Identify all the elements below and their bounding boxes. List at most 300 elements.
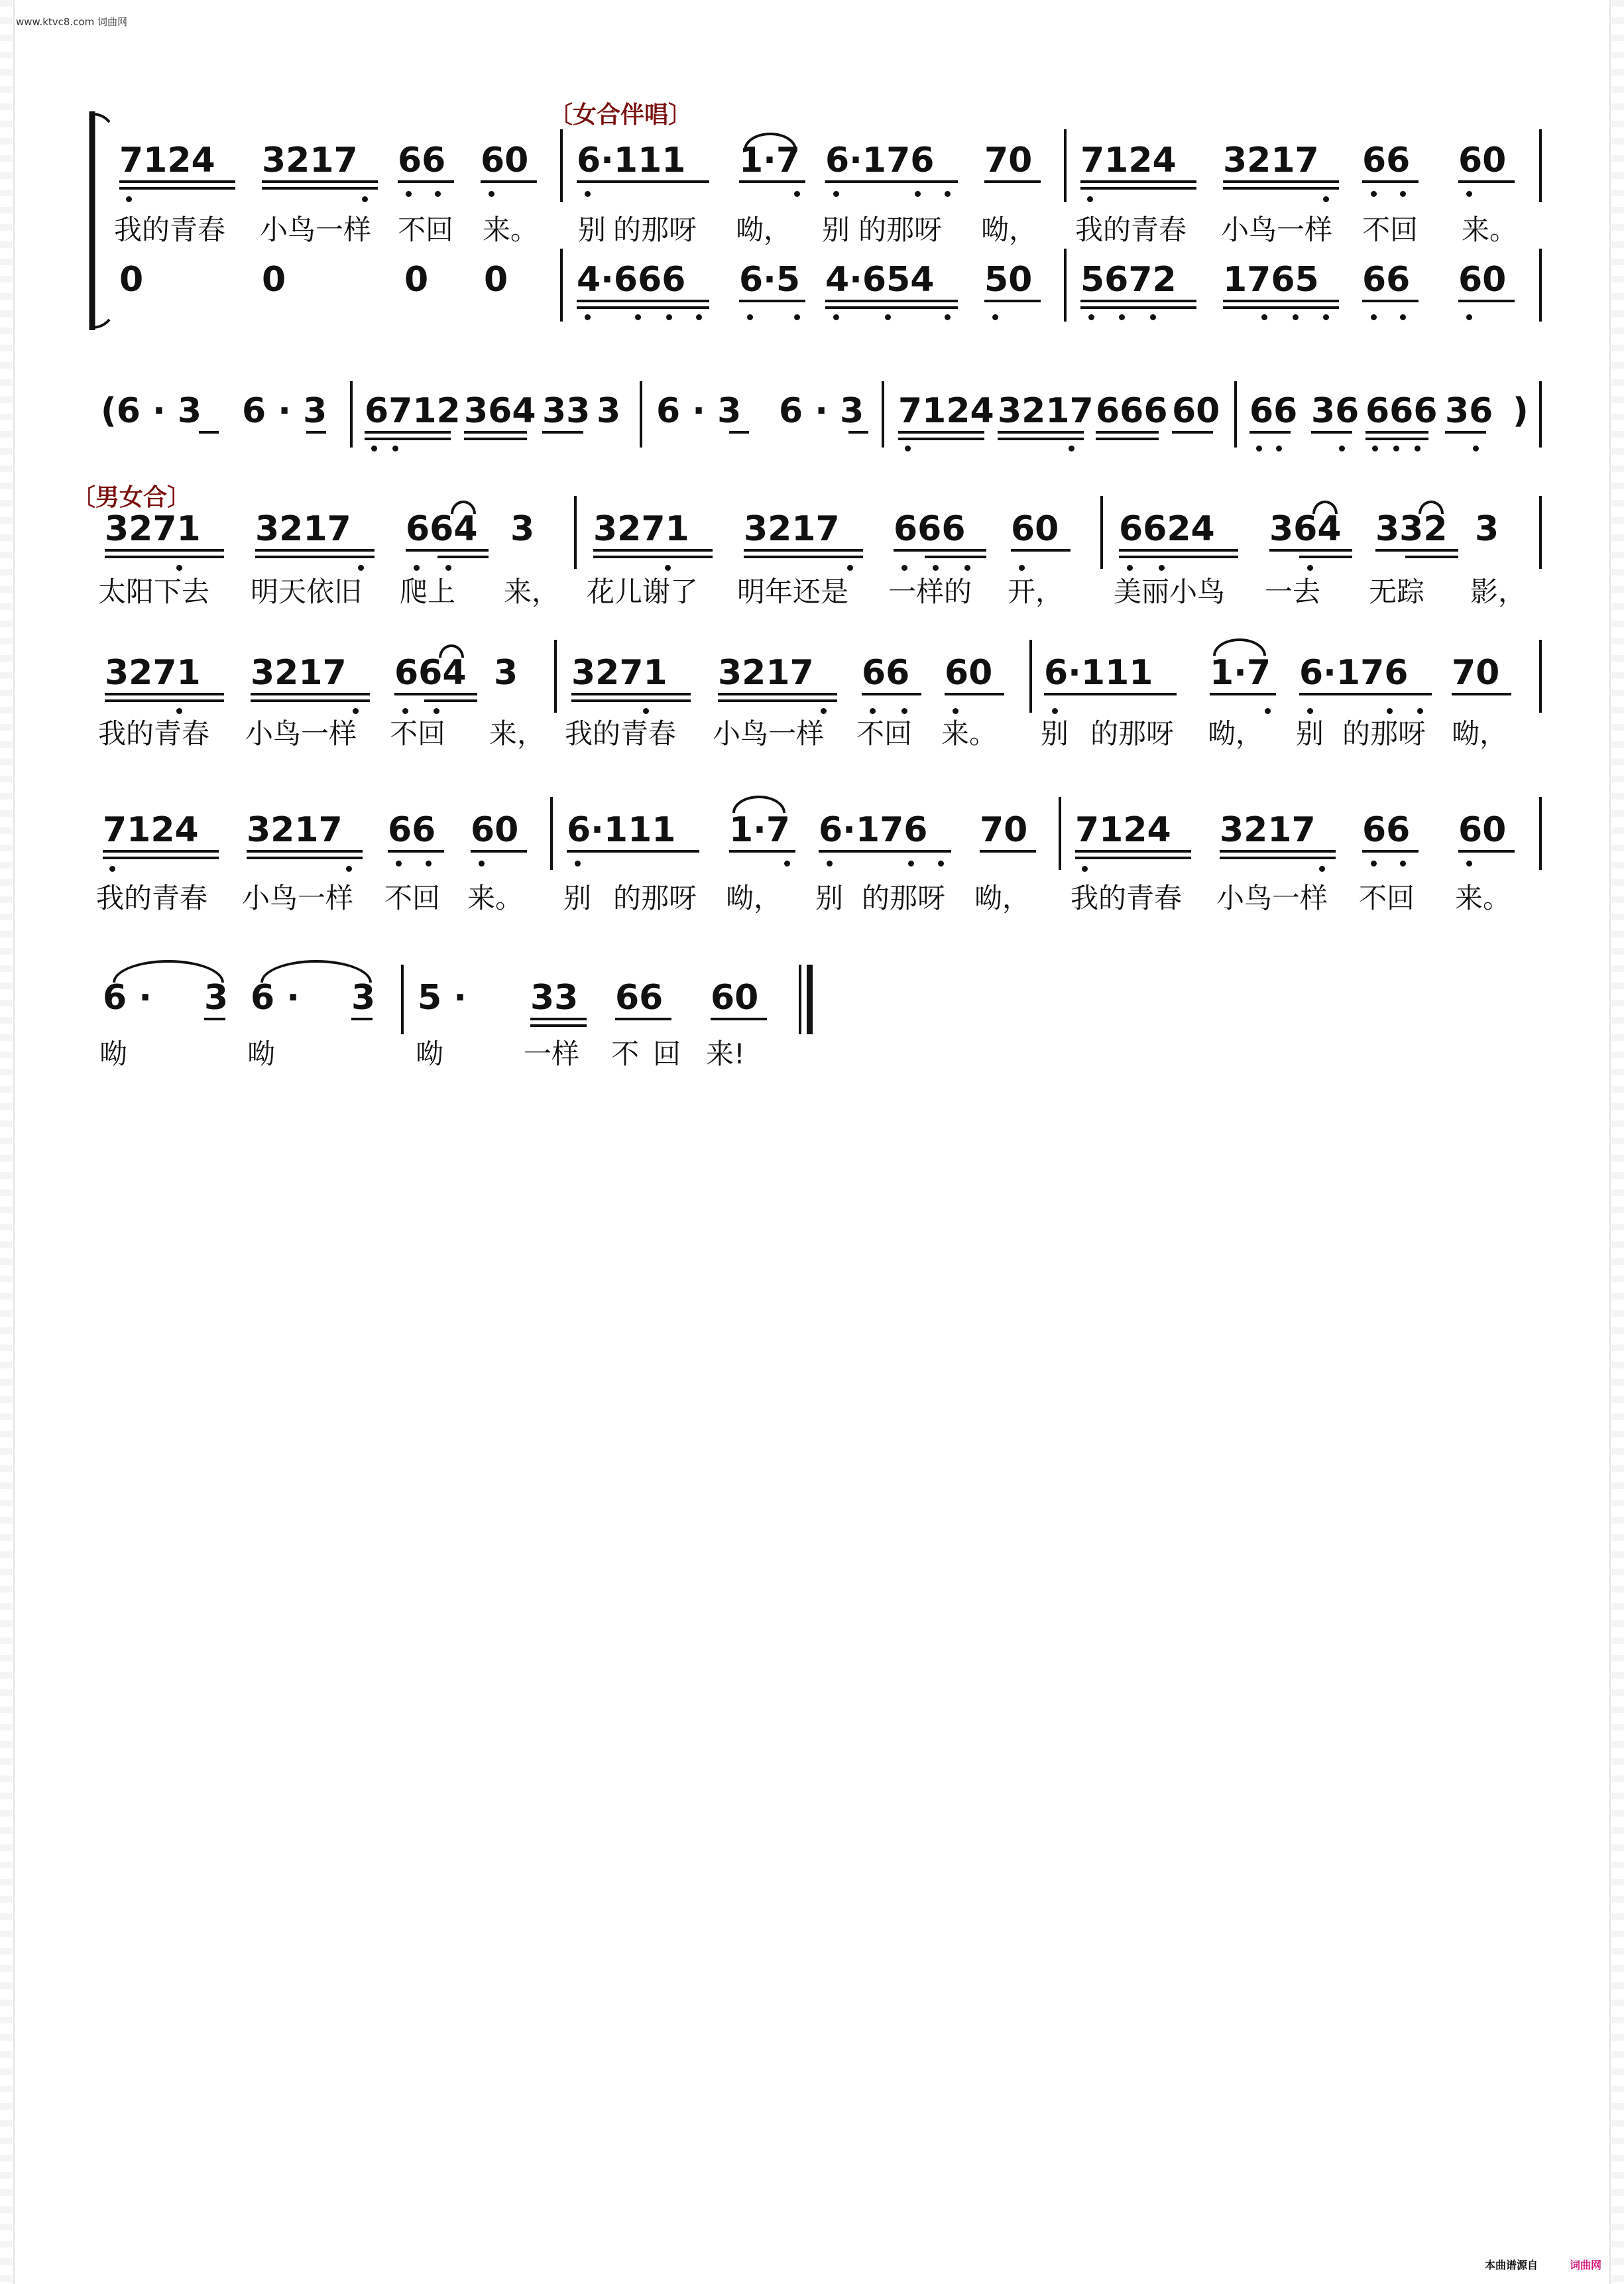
lyric: 我的青春 xyxy=(1075,213,1187,246)
octave-dot xyxy=(833,314,839,320)
lyric: 的那呀 xyxy=(858,213,943,246)
octave-dot xyxy=(938,861,944,867)
lyric: 来。 xyxy=(941,717,998,750)
barline xyxy=(1539,249,1542,322)
note-group: 60 xyxy=(1458,810,1507,850)
octave-dot xyxy=(901,565,907,571)
octave-dot xyxy=(585,314,591,320)
lyric: 呦 xyxy=(99,1038,128,1070)
beam-line xyxy=(530,1024,587,1027)
octave-dot xyxy=(665,565,671,571)
beam-line xyxy=(105,556,224,558)
lyric: 来， xyxy=(504,575,560,608)
beam-line xyxy=(424,699,477,702)
beam-line xyxy=(406,549,489,552)
note-group: 6·176 xyxy=(825,141,935,180)
beam-line xyxy=(1172,431,1213,434)
note-group: (6 · 3 xyxy=(101,391,202,431)
final-barline-thick xyxy=(807,965,813,1034)
octave-dot xyxy=(747,314,753,320)
note-group: 3217 xyxy=(247,810,343,850)
lyric: 呦， xyxy=(1452,717,1508,750)
beam-line xyxy=(1445,431,1486,434)
beam-line xyxy=(739,300,805,302)
note-group: 7124 xyxy=(1075,810,1171,850)
note-group: 6 · 3 xyxy=(656,391,742,431)
beam-line xyxy=(1223,300,1339,302)
note-group: 36 xyxy=(1445,391,1493,431)
lyric: 呦， xyxy=(736,213,792,246)
beam-line xyxy=(718,693,837,695)
beam-line xyxy=(825,306,958,309)
octave-dot xyxy=(847,565,853,571)
note-group: 6 · xyxy=(251,978,300,1018)
octave-dot xyxy=(392,446,398,451)
octave-dot xyxy=(827,861,833,867)
octave-dot xyxy=(1082,866,1088,872)
beam-line xyxy=(577,306,709,309)
octave-dot xyxy=(445,565,451,571)
barline xyxy=(1539,496,1542,569)
beam-line xyxy=(1375,549,1458,552)
octave-dot xyxy=(635,314,641,320)
note-group: 364 xyxy=(1269,509,1342,549)
beam-line xyxy=(1269,549,1352,552)
octave-dot xyxy=(1052,708,1058,714)
barline xyxy=(1234,381,1237,448)
beam-line xyxy=(247,857,363,859)
slur-mark xyxy=(744,133,797,150)
beam-line xyxy=(739,180,805,183)
beam-line xyxy=(980,850,1036,853)
octave-dot xyxy=(176,565,182,571)
footer-site-link[interactable]: 词曲网 xyxy=(1570,2259,1602,2271)
beam-line xyxy=(1119,556,1238,558)
note-group: 0 xyxy=(119,260,144,300)
lyric: 的那呀 xyxy=(862,882,946,914)
octave-dot xyxy=(1417,708,1423,714)
lyric: 别 xyxy=(563,882,592,914)
final-barline-thin xyxy=(799,965,801,1034)
note-group: 66 xyxy=(615,978,664,1018)
note-group: 332 xyxy=(1375,509,1448,549)
beam-line xyxy=(1452,693,1511,695)
octave-dot xyxy=(1466,314,1472,320)
lyric: 明天依旧 xyxy=(251,575,363,608)
note-group: 6·111 xyxy=(567,810,676,850)
beam-line xyxy=(898,431,984,434)
octave-dot xyxy=(870,708,876,714)
octave-dot xyxy=(643,708,649,714)
beam-line xyxy=(1011,549,1071,552)
note-group: 3 xyxy=(597,391,621,431)
octave-dot xyxy=(353,708,359,714)
lyric: 的那呀 xyxy=(1342,717,1426,750)
barline xyxy=(1029,640,1032,713)
lyric: 开， xyxy=(1008,575,1064,608)
octave-dot xyxy=(1087,196,1093,202)
beam-line xyxy=(1220,850,1336,853)
note-group: 1·7 xyxy=(1210,653,1271,693)
note-group: 364 xyxy=(464,391,536,431)
lyric: 不回 xyxy=(856,717,913,750)
beam-line xyxy=(825,300,958,302)
barline xyxy=(1539,797,1542,870)
beam-line xyxy=(593,549,713,552)
note-group: ) xyxy=(1513,391,1529,431)
lyric: 一样的 xyxy=(888,575,972,608)
octave-dot xyxy=(1256,446,1262,451)
octave-dot xyxy=(666,314,672,320)
beam-line xyxy=(848,431,868,434)
octave-dot xyxy=(479,861,485,867)
note-group: 6 · xyxy=(103,978,152,1018)
beam-line xyxy=(998,438,1084,440)
beam-line xyxy=(1365,438,1428,440)
lyric: 小鸟一样 xyxy=(245,717,357,750)
note-group: 7124 xyxy=(119,141,215,180)
note-group: 1765 xyxy=(1223,260,1319,300)
note-group: 3217 xyxy=(744,509,840,549)
note-group: 3217 xyxy=(1223,141,1319,180)
beam-line xyxy=(718,699,837,702)
note-group: 6624 xyxy=(1119,509,1215,549)
octave-dot xyxy=(1415,446,1421,451)
octave-dot xyxy=(1466,861,1472,867)
beam-line xyxy=(1080,187,1196,190)
slur-mark xyxy=(261,960,372,983)
tie-mark xyxy=(439,644,464,658)
beam-line xyxy=(1075,850,1191,853)
octave-dot xyxy=(794,314,800,320)
left-border-line xyxy=(13,0,15,2284)
octave-dot xyxy=(1372,446,1378,451)
lyric: 来! xyxy=(706,1038,745,1070)
lyric: 不 xyxy=(611,1038,640,1070)
beam-line xyxy=(1096,431,1159,434)
note-group: 3217 xyxy=(1220,810,1316,850)
beam-line xyxy=(1220,857,1336,859)
lyric: 别 xyxy=(1041,717,1069,750)
octave-dot xyxy=(585,191,591,197)
beam-line xyxy=(744,549,863,552)
lyric: 明年还是 xyxy=(737,575,849,608)
barline xyxy=(1539,129,1542,202)
lyric: 呦 xyxy=(247,1038,276,1070)
lyric: 别 xyxy=(578,213,607,246)
octave-dot xyxy=(435,191,441,197)
note-group: 60 xyxy=(711,978,759,1018)
beam-line xyxy=(306,431,326,434)
beam-line xyxy=(615,1018,671,1020)
note-group: 666 xyxy=(1365,391,1438,431)
octave-dot xyxy=(833,191,839,197)
note-group: 66 xyxy=(862,653,910,693)
note-group: 70 xyxy=(984,141,1033,180)
beam-line xyxy=(729,850,795,853)
beam-line xyxy=(1044,693,1177,695)
beam-line xyxy=(542,431,583,434)
tie-mark xyxy=(1419,501,1444,514)
octave-dot xyxy=(945,191,951,197)
lyric: 花儿谢了 xyxy=(587,575,699,608)
octave-dot xyxy=(434,708,439,714)
beam-line xyxy=(729,431,749,434)
beam-line xyxy=(925,556,986,558)
section-label-female-chorus: 〔女合伴唱〕 xyxy=(549,101,693,129)
beam-line xyxy=(105,549,224,552)
beam-line xyxy=(1080,300,1196,302)
lyric: 来。 xyxy=(1455,882,1511,914)
note-group: 33 xyxy=(542,391,591,431)
octave-dot xyxy=(489,191,494,197)
lyric: 不回 xyxy=(1359,882,1415,914)
octave-dot xyxy=(1400,314,1406,320)
lyric: 太阳下去 xyxy=(98,575,210,608)
lyric: 呦 xyxy=(416,1038,444,1070)
beam-line xyxy=(394,693,477,695)
note-group: 6·5 xyxy=(739,260,801,300)
beam-line xyxy=(1458,180,1515,183)
lyric: 小鸟一样 xyxy=(1216,882,1328,914)
note-group: 7124 xyxy=(898,391,994,431)
beam-line xyxy=(894,549,986,552)
lyric: 来。 xyxy=(467,882,524,914)
barline xyxy=(350,381,353,448)
lyric: 我的青春 xyxy=(565,717,677,750)
beam-line xyxy=(1075,857,1191,859)
octave-dot xyxy=(908,861,914,867)
note-group: 3217 xyxy=(998,391,1094,431)
note-group: 6 · 3 xyxy=(242,391,327,431)
octave-dot xyxy=(396,861,402,867)
beam-line xyxy=(251,699,370,702)
note-group: 3217 xyxy=(255,509,351,549)
octave-dot xyxy=(964,565,970,571)
note-group: 70 xyxy=(1452,653,1500,693)
note-group: 0 xyxy=(404,260,429,300)
octave-dot xyxy=(696,314,702,320)
octave-dot xyxy=(1019,565,1025,571)
octave-dot xyxy=(426,861,432,867)
barline xyxy=(1100,496,1103,569)
beam-line xyxy=(945,693,1004,695)
note-group: 66 xyxy=(1249,391,1298,431)
note-group: 6·176 xyxy=(1299,653,1409,693)
note-group: 60 xyxy=(1172,391,1220,431)
beam-line xyxy=(1458,850,1515,853)
staff-bracket xyxy=(83,111,116,330)
octave-dot xyxy=(1371,314,1377,320)
note-group: 6·176 xyxy=(819,810,928,850)
note-group: 4·654 xyxy=(825,260,935,300)
note-group: 5672 xyxy=(1080,260,1177,300)
beam-line xyxy=(471,850,527,853)
beam-line xyxy=(103,857,219,859)
barline xyxy=(1539,640,1542,713)
note-group: 3271 xyxy=(105,509,201,549)
note-group: 60 xyxy=(481,141,529,180)
octave-dot xyxy=(1265,708,1271,714)
lyric: 小鸟一样 xyxy=(713,717,825,750)
note-group: 1·7 xyxy=(739,141,801,180)
octave-dot xyxy=(821,708,827,714)
barline xyxy=(401,965,404,1034)
octave-dot xyxy=(358,565,364,571)
beam-line xyxy=(388,850,444,853)
beam-line xyxy=(247,850,363,853)
barline xyxy=(550,797,553,870)
slur-mark xyxy=(732,796,785,813)
note-group: 0 xyxy=(262,260,286,300)
beam-line xyxy=(351,1018,373,1020)
beam-line xyxy=(1223,180,1339,183)
beam-line xyxy=(567,850,699,853)
barline xyxy=(560,249,563,322)
octave-dot xyxy=(1371,191,1377,197)
lyric: 爬上 xyxy=(400,575,456,608)
beam-line xyxy=(262,180,378,183)
octave-dot xyxy=(1150,314,1156,320)
beam-line xyxy=(119,187,235,190)
octave-dot xyxy=(402,708,408,714)
lyric: 我的青春 xyxy=(114,213,226,246)
lyric: 呦， xyxy=(1208,717,1264,750)
beam-line xyxy=(199,431,219,434)
beam-line xyxy=(1299,556,1352,558)
octave-dot xyxy=(346,866,352,872)
octave-dot xyxy=(905,446,911,451)
beam-line xyxy=(481,180,537,183)
footer-source-text: 本曲谱源自 xyxy=(1485,2259,1538,2271)
beam-line xyxy=(255,549,375,552)
lyric: 来， xyxy=(489,717,546,750)
lyric: 我的青春 xyxy=(1071,882,1183,914)
note-group: 3271 xyxy=(571,653,667,693)
right-decor-border xyxy=(1612,0,1624,2284)
note-group: 664 xyxy=(406,509,478,549)
note-group: 60 xyxy=(1458,141,1507,180)
beam-line xyxy=(1080,180,1196,183)
lyric: 小鸟一样 xyxy=(242,882,354,914)
octave-dot xyxy=(1119,314,1125,320)
beam-line xyxy=(119,180,235,183)
lyric: 一样 xyxy=(524,1038,580,1070)
lyric: 美丽小鸟 xyxy=(1114,575,1226,608)
note-group: 3271 xyxy=(105,653,201,693)
barline xyxy=(1064,249,1067,322)
section-label-mixed-chorus: 〔男女合〕 xyxy=(72,484,192,511)
octave-dot xyxy=(1323,196,1329,202)
slur-mark xyxy=(1213,638,1266,656)
beam-line xyxy=(1311,431,1352,434)
octave-dot xyxy=(1307,565,1313,571)
lyric: 来。 xyxy=(483,213,539,246)
lyric: 我的青春 xyxy=(98,717,210,750)
lyric: 不回 xyxy=(398,213,454,246)
beam-line xyxy=(255,556,375,558)
beam-line xyxy=(1080,306,1196,309)
octave-dot xyxy=(126,196,132,202)
note-group: 66 xyxy=(1362,260,1411,300)
note-group: 1·7 xyxy=(729,810,791,850)
beam-line xyxy=(1362,180,1419,183)
barline xyxy=(554,640,557,713)
lyric: 呦， xyxy=(974,882,1031,914)
note-group: 0 xyxy=(484,260,508,300)
note-group: 66 xyxy=(398,141,446,180)
tie-mark xyxy=(451,501,476,514)
note-group: 3 xyxy=(204,978,229,1018)
lyric: 不回 xyxy=(390,717,446,750)
octave-dot xyxy=(885,314,891,320)
lyric: 一去 xyxy=(1265,575,1321,608)
lyric: 不回 xyxy=(1362,213,1419,246)
beam-line xyxy=(1119,549,1238,552)
beam-line xyxy=(577,180,709,183)
lyric: 的那呀 xyxy=(1090,717,1175,750)
beam-line xyxy=(1096,438,1159,440)
beam-line xyxy=(593,556,713,558)
note-group: 6712 xyxy=(365,391,461,431)
lyric: 别 xyxy=(822,213,850,246)
right-border-line xyxy=(1609,0,1611,2284)
beam-line xyxy=(819,850,951,853)
note-group: 6·111 xyxy=(577,141,686,180)
beam-line xyxy=(1365,431,1428,434)
octave-dot xyxy=(915,191,921,197)
beam-line xyxy=(365,438,451,440)
octave-dot xyxy=(1371,861,1377,867)
beam-line xyxy=(711,1018,767,1020)
octave-dot xyxy=(1393,446,1399,451)
lyric: 来。 xyxy=(1462,213,1518,246)
note-group: 66 xyxy=(1362,810,1411,850)
beam-line xyxy=(1223,306,1339,309)
barline xyxy=(1064,129,1067,202)
note-group: 3217 xyxy=(262,141,358,180)
lyric: 的那呀 xyxy=(613,882,697,914)
octave-dot xyxy=(1261,314,1267,320)
beam-line xyxy=(365,431,451,434)
note-group: 666 xyxy=(894,509,966,549)
lyric: 我的青春 xyxy=(96,882,208,914)
beam-line xyxy=(898,438,984,440)
note-group: 5 · xyxy=(418,978,467,1018)
barline xyxy=(640,381,642,448)
beam-line xyxy=(998,431,1084,434)
octave-dot xyxy=(1400,191,1406,197)
note-group: 60 xyxy=(1458,260,1507,300)
note-group: 6 · 3 xyxy=(779,391,864,431)
beam-line xyxy=(744,556,863,558)
note-group: 70 xyxy=(980,810,1028,850)
note-group: 60 xyxy=(471,810,519,850)
barline xyxy=(574,496,577,569)
octave-dot xyxy=(1387,708,1393,714)
beam-line xyxy=(464,431,527,434)
octave-dot xyxy=(945,314,951,320)
beam-line xyxy=(1362,850,1419,853)
note-group: 36 xyxy=(1311,391,1360,431)
octave-dot xyxy=(1276,446,1282,451)
octave-dot xyxy=(1319,866,1325,872)
beam-line xyxy=(1405,556,1458,558)
note-group: 66 xyxy=(388,810,436,850)
left-decor-border xyxy=(0,0,12,2284)
note-group: 664 xyxy=(394,653,467,693)
beam-line xyxy=(1362,300,1419,302)
